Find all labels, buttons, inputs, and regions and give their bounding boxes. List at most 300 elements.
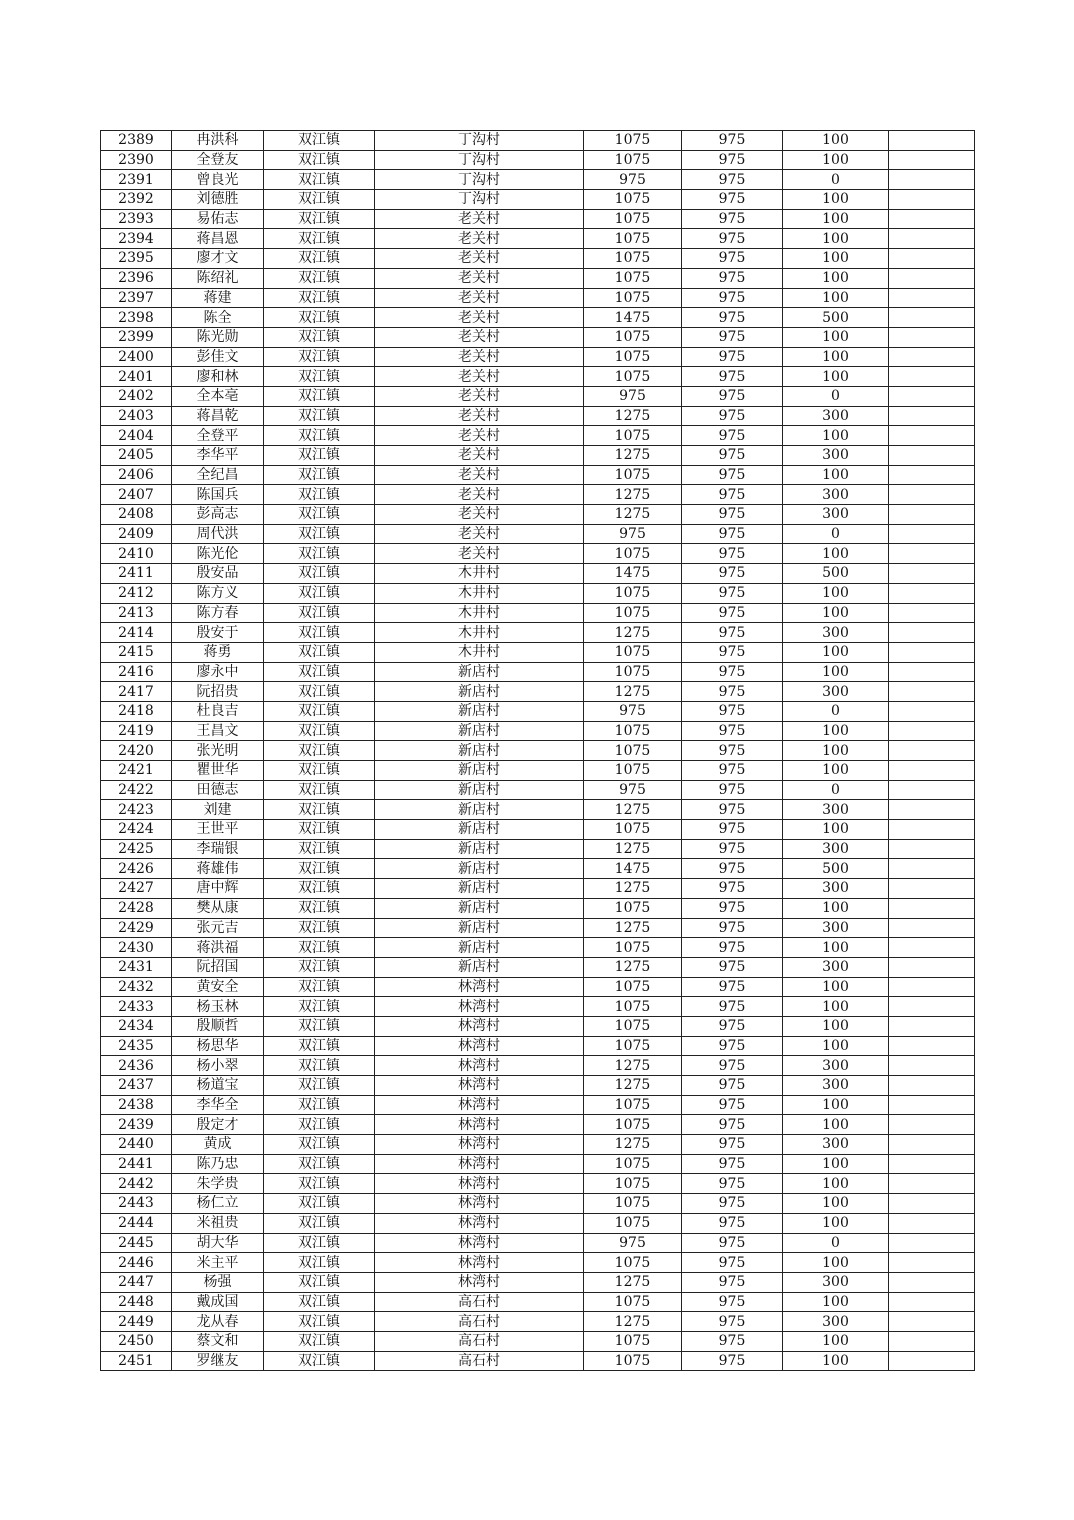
village-cell: 老关村 xyxy=(375,209,584,229)
village-cell: 新店村 xyxy=(375,682,584,702)
village-cell: 林湾村 xyxy=(375,977,584,997)
name-cell: 罗继友 xyxy=(172,1351,264,1371)
table-row xyxy=(101,1331,975,1351)
village-cell: 林湾村 xyxy=(375,1135,584,1155)
table-row xyxy=(101,957,975,977)
row-number-cell: 2411 xyxy=(101,564,172,584)
name-cell: 全纪昌 xyxy=(172,465,264,485)
name-cell: 杨小翠 xyxy=(172,1056,264,1076)
row-number-cell: 2442 xyxy=(101,1174,172,1194)
name-cell: 李华全 xyxy=(172,1095,264,1115)
table-row xyxy=(101,1016,975,1036)
row-number-cell: 2395 xyxy=(101,249,172,269)
amount-b-cell: 975 xyxy=(682,1135,783,1155)
town-cell: 双江镇 xyxy=(264,190,375,210)
town-cell: 双江镇 xyxy=(264,131,375,151)
town-cell: 双江镇 xyxy=(264,701,375,721)
row-number-cell: 2446 xyxy=(101,1253,172,1273)
amount-a-cell: 1075 xyxy=(584,898,682,918)
amount-b-cell: 975 xyxy=(682,1115,783,1135)
town-cell: 双江镇 xyxy=(264,918,375,938)
name-cell: 廖永中 xyxy=(172,662,264,682)
amount-a-cell: 1075 xyxy=(584,1351,682,1371)
remarks-cell xyxy=(889,603,975,623)
town-cell: 双江镇 xyxy=(264,1331,375,1351)
table-row xyxy=(101,347,975,367)
table-row xyxy=(101,1292,975,1312)
amount-a-cell: 1075 xyxy=(584,1016,682,1036)
table-row xyxy=(101,485,975,505)
difference-cell: 100 xyxy=(783,1292,889,1312)
remarks-cell xyxy=(889,1095,975,1115)
row-number-cell: 2438 xyxy=(101,1095,172,1115)
difference-cell: 100 xyxy=(783,288,889,308)
difference-cell: 100 xyxy=(783,1351,889,1371)
row-number-cell: 2428 xyxy=(101,898,172,918)
remarks-cell xyxy=(889,465,975,485)
table-row xyxy=(101,288,975,308)
village-cell: 老关村 xyxy=(375,308,584,328)
difference-cell: 0 xyxy=(783,386,889,406)
table-row xyxy=(101,367,975,387)
difference-cell: 0 xyxy=(783,1233,889,1253)
village-cell: 林湾村 xyxy=(375,1016,584,1036)
name-cell: 米祖贵 xyxy=(172,1213,264,1233)
amount-a-cell: 1075 xyxy=(584,268,682,288)
remarks-cell xyxy=(889,209,975,229)
amount-b-cell: 975 xyxy=(682,327,783,347)
amount-b-cell: 975 xyxy=(682,741,783,761)
amount-b-cell: 975 xyxy=(682,406,783,426)
amount-a-cell: 1075 xyxy=(584,761,682,781)
remarks-cell xyxy=(889,1036,975,1056)
difference-cell: 500 xyxy=(783,564,889,584)
amount-a-cell: 1075 xyxy=(584,741,682,761)
row-number-cell: 2450 xyxy=(101,1331,172,1351)
difference-cell: 100 xyxy=(783,1036,889,1056)
table-row xyxy=(101,918,975,938)
difference-cell: 100 xyxy=(783,1194,889,1214)
amount-b-cell: 975 xyxy=(682,938,783,958)
name-cell: 陈乃忠 xyxy=(172,1154,264,1174)
name-cell: 易佑志 xyxy=(172,209,264,229)
town-cell: 双江镇 xyxy=(264,682,375,702)
name-cell: 全本亳 xyxy=(172,386,264,406)
village-cell: 丁沟村 xyxy=(375,190,584,210)
amount-b-cell: 975 xyxy=(682,839,783,859)
name-cell: 陈方春 xyxy=(172,603,264,623)
amount-b-cell: 975 xyxy=(682,642,783,662)
town-cell: 双江镇 xyxy=(264,662,375,682)
amount-b-cell: 975 xyxy=(682,957,783,977)
row-number-cell: 2426 xyxy=(101,859,172,879)
town-cell: 双江镇 xyxy=(264,150,375,170)
amount-a-cell: 1275 xyxy=(584,485,682,505)
row-number-cell: 2451 xyxy=(101,1351,172,1371)
town-cell: 双江镇 xyxy=(264,721,375,741)
town-cell: 双江镇 xyxy=(264,1056,375,1076)
row-number-cell: 2393 xyxy=(101,209,172,229)
town-cell: 双江镇 xyxy=(264,1253,375,1273)
table-row xyxy=(101,1253,975,1273)
amount-b-cell: 975 xyxy=(682,564,783,584)
row-number-cell: 2448 xyxy=(101,1292,172,1312)
amount-b-cell: 975 xyxy=(682,583,783,603)
table-row xyxy=(101,1154,975,1174)
village-cell: 木井村 xyxy=(375,603,584,623)
amount-a-cell: 1075 xyxy=(584,209,682,229)
amount-b-cell: 975 xyxy=(682,446,783,466)
row-number-cell: 2432 xyxy=(101,977,172,997)
town-cell: 双江镇 xyxy=(264,505,375,525)
name-cell: 王世平 xyxy=(172,820,264,840)
table-row xyxy=(101,150,975,170)
difference-cell: 500 xyxy=(783,308,889,328)
row-number-cell: 2407 xyxy=(101,485,172,505)
remarks-cell xyxy=(889,190,975,210)
remarks-cell xyxy=(889,229,975,249)
table-row xyxy=(101,465,975,485)
amount-b-cell: 975 xyxy=(682,524,783,544)
name-cell: 周代洪 xyxy=(172,524,264,544)
table-row xyxy=(101,898,975,918)
amount-a-cell: 975 xyxy=(584,1233,682,1253)
row-number-cell: 2423 xyxy=(101,800,172,820)
difference-cell: 300 xyxy=(783,800,889,820)
difference-cell: 100 xyxy=(783,898,889,918)
village-cell: 木井村 xyxy=(375,623,584,643)
amount-a-cell: 1275 xyxy=(584,918,682,938)
amount-a-cell: 1275 xyxy=(584,505,682,525)
village-cell: 丁沟村 xyxy=(375,131,584,151)
town-cell: 双江镇 xyxy=(264,800,375,820)
village-cell: 林湾村 xyxy=(375,1056,584,1076)
row-number-cell: 2409 xyxy=(101,524,172,544)
table-row xyxy=(101,741,975,761)
row-number-cell: 2403 xyxy=(101,406,172,426)
town-cell: 双江镇 xyxy=(264,879,375,899)
name-cell: 曾良光 xyxy=(172,170,264,190)
row-number-cell: 2420 xyxy=(101,741,172,761)
table-body xyxy=(101,131,975,1371)
row-number-cell: 2436 xyxy=(101,1056,172,1076)
row-number-cell: 2431 xyxy=(101,957,172,977)
village-cell: 新店村 xyxy=(375,662,584,682)
name-cell: 田德志 xyxy=(172,780,264,800)
row-number-cell: 2437 xyxy=(101,1076,172,1096)
town-cell: 双江镇 xyxy=(264,1095,375,1115)
village-cell: 新店村 xyxy=(375,741,584,761)
amount-b-cell: 975 xyxy=(682,1331,783,1351)
name-cell: 樊从康 xyxy=(172,898,264,918)
name-cell: 瞿世华 xyxy=(172,761,264,781)
table-row xyxy=(101,642,975,662)
village-cell: 高石村 xyxy=(375,1351,584,1371)
amount-a-cell: 1275 xyxy=(584,1076,682,1096)
table-row xyxy=(101,327,975,347)
town-cell: 双江镇 xyxy=(264,268,375,288)
row-number-cell: 2399 xyxy=(101,327,172,347)
amount-b-cell: 975 xyxy=(682,426,783,446)
table-row xyxy=(101,682,975,702)
table-row xyxy=(101,800,975,820)
town-cell: 双江镇 xyxy=(264,1076,375,1096)
town-cell: 双江镇 xyxy=(264,938,375,958)
remarks-cell xyxy=(889,721,975,741)
table-row xyxy=(101,839,975,859)
name-cell: 陈光勋 xyxy=(172,327,264,347)
difference-cell: 100 xyxy=(783,426,889,446)
town-cell: 双江镇 xyxy=(264,859,375,879)
row-number-cell: 2444 xyxy=(101,1213,172,1233)
remarks-cell xyxy=(889,386,975,406)
name-cell: 黄成 xyxy=(172,1135,264,1155)
remarks-cell xyxy=(889,524,975,544)
remarks-cell xyxy=(889,859,975,879)
difference-cell: 100 xyxy=(783,938,889,958)
town-cell: 双江镇 xyxy=(264,780,375,800)
amount-b-cell: 975 xyxy=(682,1095,783,1115)
town-cell: 双江镇 xyxy=(264,229,375,249)
remarks-cell xyxy=(889,249,975,269)
village-cell: 林湾村 xyxy=(375,1076,584,1096)
amount-b-cell: 975 xyxy=(682,1351,783,1371)
town-cell: 双江镇 xyxy=(264,209,375,229)
difference-cell: 100 xyxy=(783,642,889,662)
amount-a-cell: 1275 xyxy=(584,406,682,426)
difference-cell: 300 xyxy=(783,682,889,702)
amount-b-cell: 975 xyxy=(682,544,783,564)
row-number-cell: 2391 xyxy=(101,170,172,190)
village-cell: 老关村 xyxy=(375,446,584,466)
difference-cell: 100 xyxy=(783,977,889,997)
amount-a-cell: 1075 xyxy=(584,150,682,170)
amount-b-cell: 975 xyxy=(682,1272,783,1292)
remarks-cell xyxy=(889,367,975,387)
name-cell: 廖和林 xyxy=(172,367,264,387)
table-row xyxy=(101,209,975,229)
difference-cell: 100 xyxy=(783,367,889,387)
row-number-cell: 2397 xyxy=(101,288,172,308)
village-cell: 林湾村 xyxy=(375,1213,584,1233)
row-number-cell: 2408 xyxy=(101,505,172,525)
table-row xyxy=(101,859,975,879)
town-cell: 双江镇 xyxy=(264,367,375,387)
row-number-cell: 2414 xyxy=(101,623,172,643)
village-cell: 老关村 xyxy=(375,367,584,387)
name-cell: 龙从春 xyxy=(172,1312,264,1332)
remarks-cell xyxy=(889,583,975,603)
amount-a-cell: 1075 xyxy=(584,1292,682,1312)
amount-b-cell: 975 xyxy=(682,209,783,229)
name-cell: 蔡文和 xyxy=(172,1331,264,1351)
amount-a-cell: 1075 xyxy=(584,367,682,387)
town-cell: 双江镇 xyxy=(264,1272,375,1292)
difference-cell: 300 xyxy=(783,957,889,977)
row-number-cell: 2447 xyxy=(101,1272,172,1292)
town-cell: 双江镇 xyxy=(264,426,375,446)
table-row xyxy=(101,938,975,958)
row-number-cell: 2416 xyxy=(101,662,172,682)
difference-cell: 300 xyxy=(783,505,889,525)
table-row xyxy=(101,426,975,446)
amount-b-cell: 975 xyxy=(682,1036,783,1056)
amount-a-cell: 1275 xyxy=(584,957,682,977)
amount-a-cell: 1075 xyxy=(584,1095,682,1115)
difference-cell: 500 xyxy=(783,859,889,879)
name-cell: 殷安于 xyxy=(172,623,264,643)
row-number-cell: 2445 xyxy=(101,1233,172,1253)
amount-a-cell: 1475 xyxy=(584,308,682,328)
town-cell: 双江镇 xyxy=(264,1174,375,1194)
difference-cell: 100 xyxy=(783,820,889,840)
town-cell: 双江镇 xyxy=(264,524,375,544)
name-cell: 米主平 xyxy=(172,1253,264,1273)
amount-b-cell: 975 xyxy=(682,485,783,505)
town-cell: 双江镇 xyxy=(264,1036,375,1056)
name-cell: 杨仁立 xyxy=(172,1194,264,1214)
amount-a-cell: 1075 xyxy=(584,1194,682,1214)
name-cell: 阮招国 xyxy=(172,957,264,977)
amount-b-cell: 975 xyxy=(682,761,783,781)
remarks-cell xyxy=(889,997,975,1017)
town-cell: 双江镇 xyxy=(264,1016,375,1036)
difference-cell: 100 xyxy=(783,1115,889,1135)
remarks-cell xyxy=(889,1292,975,1312)
remarks-cell xyxy=(889,918,975,938)
amount-a-cell: 1475 xyxy=(584,564,682,584)
amount-b-cell: 975 xyxy=(682,249,783,269)
difference-cell: 100 xyxy=(783,229,889,249)
remarks-cell xyxy=(889,1056,975,1076)
table-row xyxy=(101,721,975,741)
name-cell: 杨思华 xyxy=(172,1036,264,1056)
village-cell: 老关村 xyxy=(375,465,584,485)
remarks-cell xyxy=(889,170,975,190)
town-cell: 双江镇 xyxy=(264,898,375,918)
difference-cell: 300 xyxy=(783,839,889,859)
village-cell: 高石村 xyxy=(375,1331,584,1351)
town-cell: 双江镇 xyxy=(264,839,375,859)
amount-b-cell: 975 xyxy=(682,1213,783,1233)
table-row xyxy=(101,1351,975,1371)
amount-b-cell: 975 xyxy=(682,1253,783,1273)
name-cell: 黄安全 xyxy=(172,977,264,997)
amount-b-cell: 975 xyxy=(682,1056,783,1076)
town-cell: 双江镇 xyxy=(264,446,375,466)
town-cell: 双江镇 xyxy=(264,1194,375,1214)
table-row xyxy=(101,505,975,525)
row-number-cell: 2439 xyxy=(101,1115,172,1135)
table-row xyxy=(101,997,975,1017)
amount-a-cell: 1075 xyxy=(584,662,682,682)
row-number-cell: 2394 xyxy=(101,229,172,249)
amount-b-cell: 975 xyxy=(682,308,783,328)
village-cell: 林湾村 xyxy=(375,1115,584,1135)
amount-a-cell: 1075 xyxy=(584,1115,682,1135)
remarks-cell xyxy=(889,761,975,781)
name-cell: 陈方义 xyxy=(172,583,264,603)
amount-a-cell: 1275 xyxy=(584,839,682,859)
name-cell: 阮招贵 xyxy=(172,682,264,702)
town-cell: 双江镇 xyxy=(264,1115,375,1135)
town-cell: 双江镇 xyxy=(264,1213,375,1233)
town-cell: 双江镇 xyxy=(264,386,375,406)
village-cell: 老关村 xyxy=(375,406,584,426)
name-cell: 张元吉 xyxy=(172,918,264,938)
town-cell: 双江镇 xyxy=(264,1135,375,1155)
row-number-cell: 2400 xyxy=(101,347,172,367)
amount-a-cell: 1075 xyxy=(584,977,682,997)
town-cell: 双江镇 xyxy=(264,820,375,840)
amount-a-cell: 1075 xyxy=(584,465,682,485)
difference-cell: 0 xyxy=(783,170,889,190)
amount-b-cell: 975 xyxy=(682,1233,783,1253)
difference-cell: 300 xyxy=(783,485,889,505)
name-cell: 刘德胜 xyxy=(172,190,264,210)
remarks-cell xyxy=(889,446,975,466)
remarks-cell xyxy=(889,406,975,426)
difference-cell: 300 xyxy=(783,1312,889,1332)
village-cell: 高石村 xyxy=(375,1312,584,1332)
remarks-cell xyxy=(889,131,975,151)
town-cell: 双江镇 xyxy=(264,544,375,564)
name-cell: 殷定才 xyxy=(172,1115,264,1135)
amount-b-cell: 975 xyxy=(682,131,783,151)
village-cell: 新店村 xyxy=(375,957,584,977)
village-cell: 新店村 xyxy=(375,938,584,958)
table-row xyxy=(101,170,975,190)
table-row xyxy=(101,446,975,466)
difference-cell: 100 xyxy=(783,131,889,151)
row-number-cell: 2389 xyxy=(101,131,172,151)
difference-cell: 300 xyxy=(783,1135,889,1155)
remarks-cell xyxy=(889,426,975,446)
amount-a-cell: 975 xyxy=(584,780,682,800)
difference-cell: 100 xyxy=(783,1253,889,1273)
amount-b-cell: 975 xyxy=(682,1292,783,1312)
amount-a-cell: 1275 xyxy=(584,1056,682,1076)
row-number-cell: 2405 xyxy=(101,446,172,466)
village-cell: 林湾村 xyxy=(375,1253,584,1273)
table-row xyxy=(101,701,975,721)
row-number-cell: 2440 xyxy=(101,1135,172,1155)
name-cell: 陈国兵 xyxy=(172,485,264,505)
name-cell: 全登平 xyxy=(172,426,264,446)
remarks-cell xyxy=(889,1213,975,1233)
row-number-cell: 2392 xyxy=(101,190,172,210)
row-number-cell: 2396 xyxy=(101,268,172,288)
name-cell: 陈光伦 xyxy=(172,544,264,564)
amount-b-cell: 975 xyxy=(682,367,783,387)
village-cell: 丁沟村 xyxy=(375,150,584,170)
amount-a-cell: 975 xyxy=(584,701,682,721)
table-row xyxy=(101,1194,975,1214)
village-cell: 老关村 xyxy=(375,386,584,406)
table-row xyxy=(101,1076,975,1096)
table-row xyxy=(101,977,975,997)
amount-a-cell: 1275 xyxy=(584,1135,682,1155)
amount-b-cell: 975 xyxy=(682,997,783,1017)
difference-cell: 100 xyxy=(783,761,889,781)
row-number-cell: 2449 xyxy=(101,1312,172,1332)
row-number-cell: 2419 xyxy=(101,721,172,741)
remarks-cell xyxy=(889,505,975,525)
row-number-cell: 2402 xyxy=(101,386,172,406)
difference-cell: 100 xyxy=(783,347,889,367)
row-number-cell: 2443 xyxy=(101,1194,172,1214)
town-cell: 双江镇 xyxy=(264,603,375,623)
